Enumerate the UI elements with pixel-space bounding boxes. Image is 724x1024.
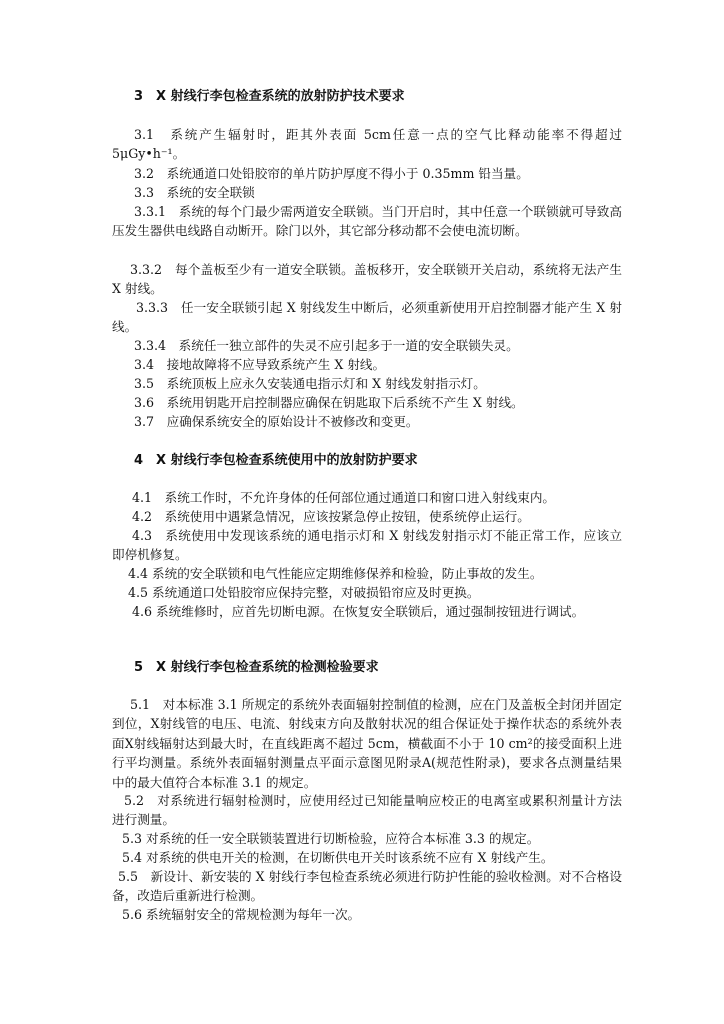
- clause-3-4: 3.4 接地故障将不应导致系统产生 X 射线。: [134, 357, 386, 372]
- clause-3-3-1: 3.3.1 系统的每个门最少需两道安全联锁。当门开启时，其中任意一个联锁就可导致高压发生器供电线路自动断开。除门以外，其它部分移动都不会使电流切断。: [112, 204, 622, 239]
- clause-4-4: 4.4 系统的安全联锁和电气性能应定期维修保养和检验，防止事故的发生。: [128, 566, 543, 581]
- clause-3-6: 3.6 系统用钥匙开启控制器应确保在钥匙取下后系统不产生 X 射线。: [134, 395, 524, 410]
- clause-4-5: 4.5 系统通道口处铅胶帘应保持完整，对破损铅帘应及时更换。: [128, 585, 480, 600]
- clause-3-1: 3.1 系统产生辐射时，距其外表面 5cm任意一点的空气比释动能率不得超过 5μGy•h⁻¹。: [112, 127, 622, 162]
- clause-5-1: 5.1 对本标准 3.1 所规定的系统外表面辐射控制值的检测，应在门及盖板全封闭并固定到位，X射线管的电压、电流、射线束方向及散射状况的组合保证处于操作状态的系统外表面X射线辐射达到最大时，在直线距离不超过 5cm，横截面不小于 10 cm²的接受面积上进行平均测量。系统外表面辐射测量点平面示意图见附录A(规范性附录)，要求各点测量结果中的最大值符合本标准 3.1 的规定。: [112, 697, 622, 790]
- section-5-heading: 5 X 射线行李包检查系统的检测检验要求: [134, 660, 379, 675]
- clause-3-5: 3.5 系统顶板上应永久安装通电指示灯和 X 射线发射指示灯。: [134, 376, 486, 391]
- clause-5-5: 5.5 新设计、新安装的 X 射线行李包检查系统必须进行防护性能的验收检测。对不合格设备，改造后重新进行检测。: [112, 869, 622, 904]
- clause-4-6: 4.6 系统维修时，应首先切断电源。在恢复安全联锁后，通过强制按钮进行调试。: [132, 604, 585, 619]
- clause-4-2: 4.2 系统使用中遇紧急情况，应该按紧急停止按钮，使系统停止运行。: [132, 509, 530, 524]
- clause-3-3: 3.3 系统的安全联锁: [134, 185, 255, 200]
- clause-3-3-3: 3.3.3 任一安全联锁引起 X 射线发生中断后，必须重新使用开启控制器才能产生 X 射线。: [112, 300, 622, 335]
- clause-3-3-4: 3.3.4 系统任一独立部件的失灵不应引起多于一道的安全联锁失灵。: [134, 338, 519, 353]
- clause-3-3-2: 3.3.2 每个盖板至少有一道安全联锁。盖板移开，安全联锁开关启动，系统将无法产生 X 射线。: [112, 262, 622, 297]
- clause-3-7: 3.7 应确保系统安全的原始设计不被修改和变更。: [134, 414, 419, 429]
- clause-4-1: 4.1 系统工作时，不允许身体的任何部位通过通道口和窗口进入射线束内。: [132, 490, 556, 505]
- section-3-heading: 3 X 射线行李包检查系统的放射防护技术要求: [134, 89, 405, 104]
- clause-3-2: 3.2 系统通道口处铅胶帘的单片防护厚度不得小于 0.35mm 铅当量。: [134, 166, 529, 181]
- clause-5-2: 5.2 对系统进行辐射检测时，应使用经过已知能量响应校正的电离室或累积剂量计方法进行测量。: [112, 793, 622, 828]
- clause-5-3: 5.3 对系统的任一安全联锁装置进行切断检验，应符合本标准 3.3 的规定。: [122, 831, 540, 846]
- clause-5-6: 5.6 系统辐射安全的常规检测为每年一次。: [122, 907, 361, 922]
- clause-4-3: 4.3 系统使用中发现该系统的通电指示灯和 X 射线发射指示灯不能正常工作，应该立即停机修复。: [112, 528, 622, 563]
- clause-5-4: 5.4 对系统的供电开关的检测，在切断供电开关时该系统不应有 X 射线产生。: [122, 850, 554, 865]
- section-4-heading: 4 X 射线行李包检查系统使用中的放射防护要求: [134, 453, 418, 468]
